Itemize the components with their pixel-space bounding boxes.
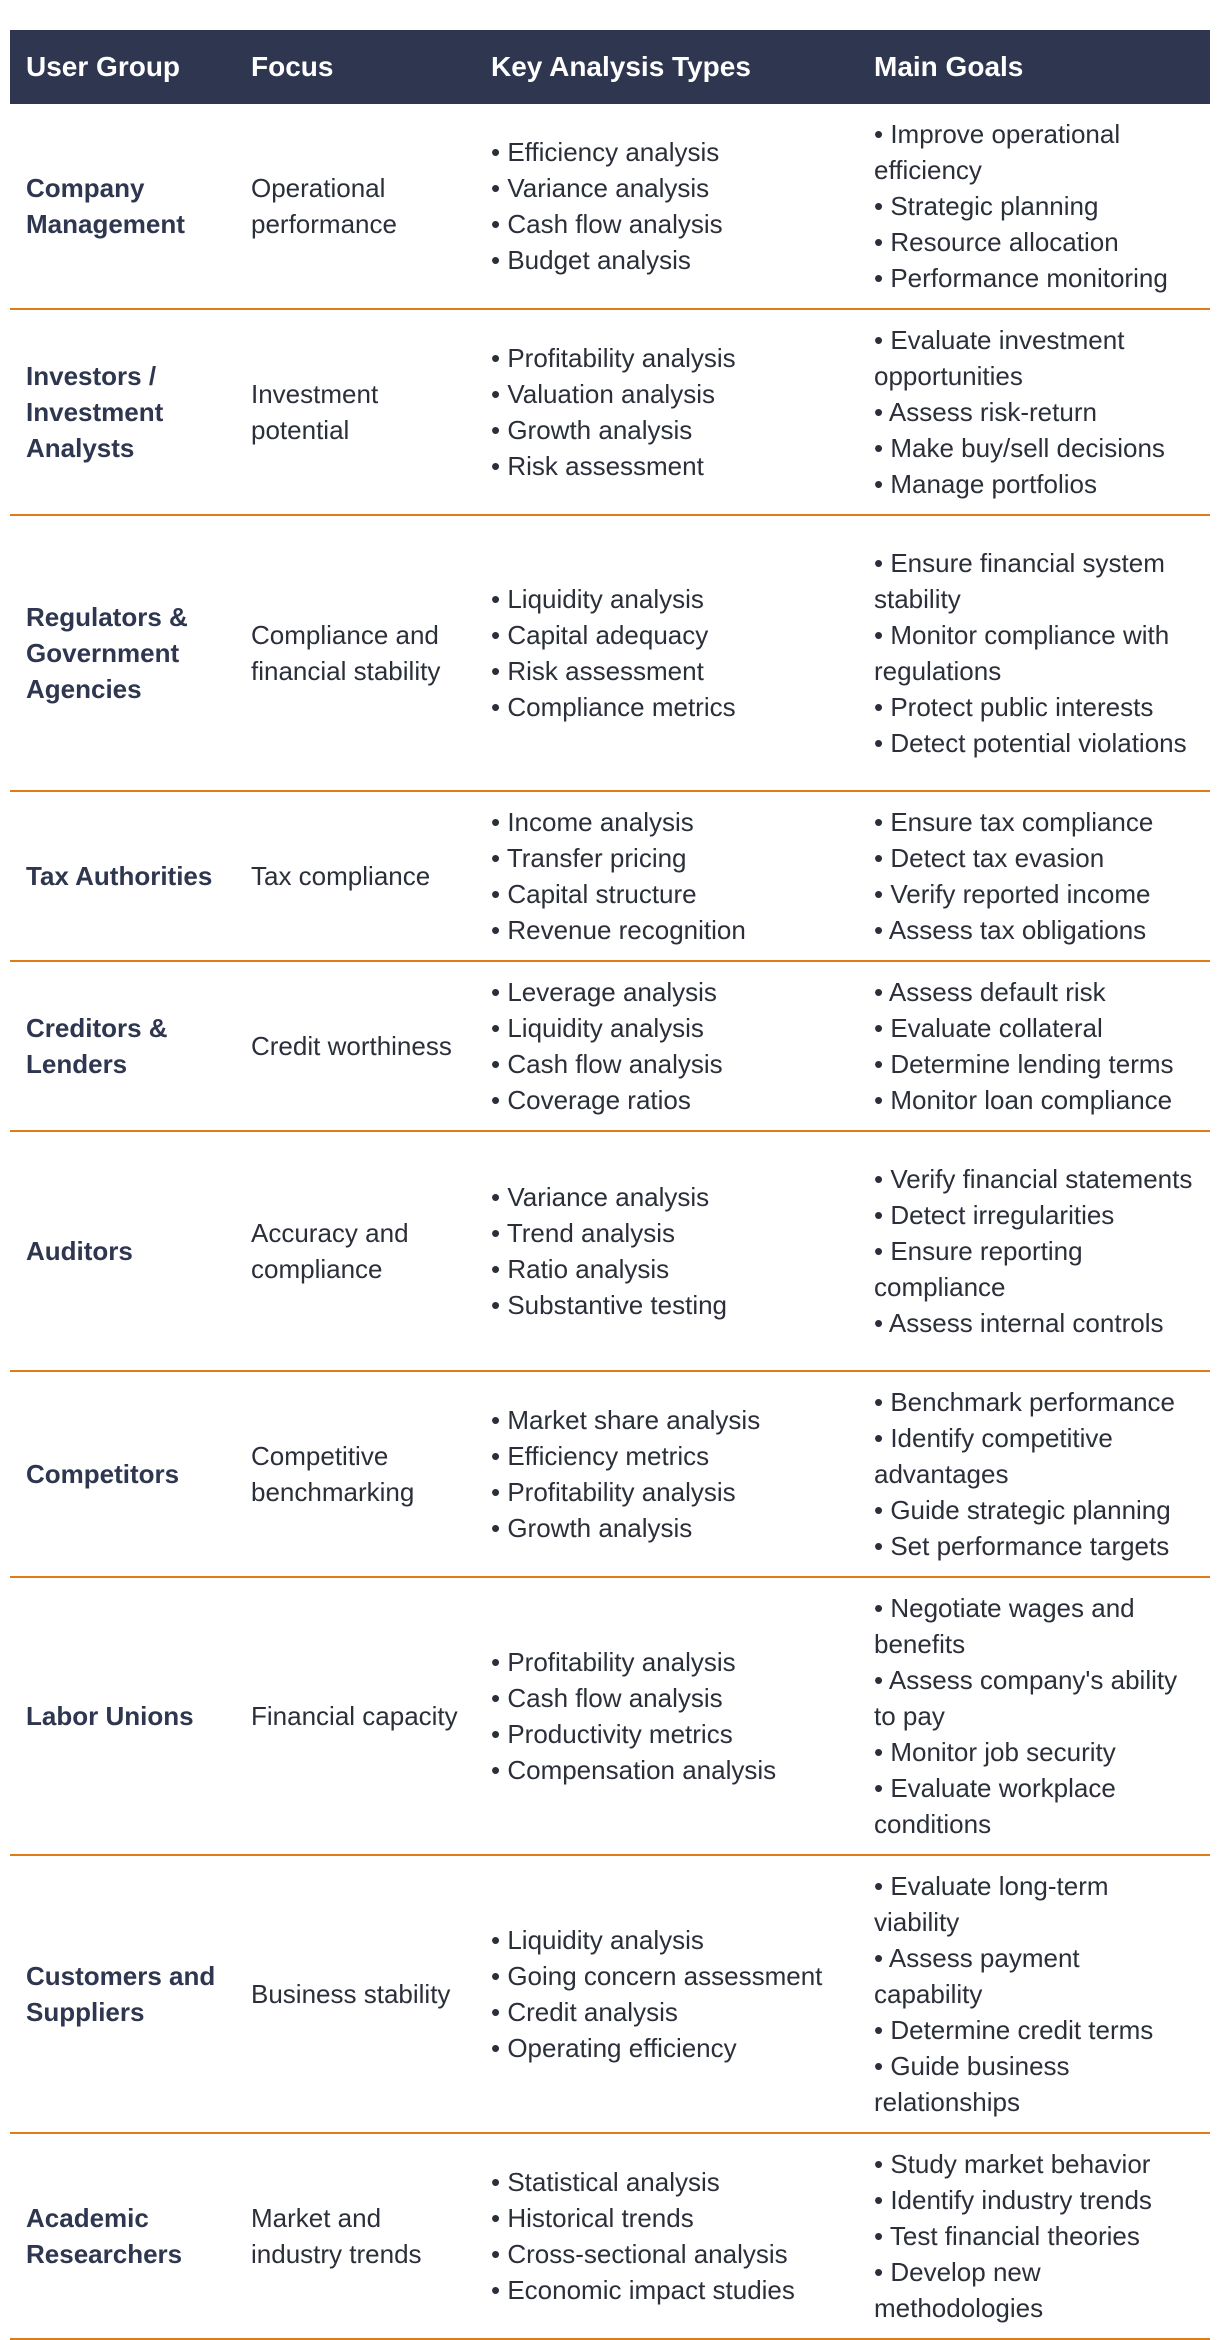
analysis-item: • Trend analysis: [491, 1215, 842, 1251]
goal-item: • Assess payment capability: [874, 1940, 1194, 2012]
focus-cell: Business stability: [235, 1855, 475, 2133]
goal-item: • Verify financial statements: [874, 1161, 1194, 1197]
analysis-list: [491, 1179, 842, 1323]
goal-item: • Make buy/sell decisions: [874, 430, 1194, 466]
analysis-item: • Historical trends: [491, 2200, 842, 2236]
analysis-item: • Variance analysis: [491, 170, 842, 206]
analysis-item: • Growth analysis: [491, 1510, 842, 1546]
table-row: [10, 1855, 1210, 2133]
focus-cell: Investment potential: [235, 309, 475, 515]
table-row: [10, 1131, 1210, 1371]
user-group-cell: Company Management: [10, 104, 235, 309]
goals-list: [874, 1590, 1194, 1842]
analysis-item: • Risk assessment: [491, 448, 842, 484]
header-main-goals: Main Goals: [858, 30, 1210, 104]
analysis-item: • Revenue recognition: [491, 912, 842, 948]
table-row: [10, 104, 1210, 309]
focus-cell: Credit worthiness: [235, 961, 475, 1131]
goals-cell: [858, 1371, 1210, 1577]
analysis-list: [491, 2164, 842, 2308]
goal-item: • Protect public interests: [874, 689, 1194, 725]
analysis-list: [491, 340, 842, 484]
header-row: [10, 30, 1210, 104]
goal-item: • Set performance targets: [874, 1528, 1194, 1564]
analysis-item: • Capital adequacy: [491, 617, 842, 653]
analysis-item: • Liquidity analysis: [491, 581, 842, 617]
goal-item: • Monitor job security: [874, 1734, 1194, 1770]
goals-cell: [858, 1855, 1210, 2133]
goal-item: • Assess risk-return: [874, 394, 1194, 430]
analysis-item: • Operating efficiency: [491, 2030, 842, 2066]
table-row: [10, 309, 1210, 515]
analysis-item: • Efficiency analysis: [491, 134, 842, 170]
goal-item: • Evaluate collateral: [874, 1010, 1194, 1046]
analysis-list: [491, 134, 842, 278]
analysis-list: [491, 974, 842, 1118]
goal-item: • Assess default risk: [874, 974, 1194, 1010]
analysis-item: • Risk assessment: [491, 653, 842, 689]
header-focus: Focus: [235, 30, 475, 104]
goal-item: • Study market behavior: [874, 2146, 1194, 2182]
user-group-cell: Competitors: [10, 1371, 235, 1577]
goal-item: • Ensure financial system stability: [874, 545, 1194, 617]
goal-item: • Evaluate long-term viability: [874, 1868, 1194, 1940]
header-key-analysis-types: Key Analysis Types: [475, 30, 858, 104]
focus-cell: Financial capacity: [235, 1577, 475, 1855]
goals-cell: [858, 1131, 1210, 1371]
analysis-item: • Coverage ratios: [491, 1082, 842, 1118]
analysis-item: • Valuation analysis: [491, 376, 842, 412]
goals-cell: [858, 2133, 1210, 2339]
goal-item: • Detect irregularities: [874, 1197, 1194, 1233]
goal-item: • Identify competitive advantages: [874, 1420, 1194, 1492]
goal-item: • Determine lending terms: [874, 1046, 1194, 1082]
analysis-list: [491, 1922, 842, 2066]
table-row: [10, 791, 1210, 961]
analysis-item: • Compensation analysis: [491, 1752, 842, 1788]
analysis-item: • Cash flow analysis: [491, 1680, 842, 1716]
header-user-group: User Group: [10, 30, 235, 104]
goal-item: • Evaluate workplace conditions: [874, 1770, 1194, 1842]
focus-cell: Competitive benchmarking: [235, 1371, 475, 1577]
goals-cell: [858, 515, 1210, 791]
analysis-item: • Leverage analysis: [491, 974, 842, 1010]
analysis-item: • Profitability analysis: [491, 1644, 842, 1680]
goals-cell: [858, 1577, 1210, 1855]
goal-item: • Detect tax evasion: [874, 840, 1194, 876]
analysis-cell: [475, 1855, 858, 2133]
goal-item: • Monitor compliance with regulations: [874, 617, 1194, 689]
user-group-cell: Academic Researchers: [10, 2133, 235, 2339]
focus-cell: Operational performance: [235, 104, 475, 309]
focus-cell: Compliance and financial stability: [235, 515, 475, 791]
analysis-cell: [475, 1131, 858, 1371]
goals-list: [874, 545, 1194, 761]
analysis-cell: [475, 104, 858, 309]
user-groups-table: [10, 30, 1210, 2340]
goal-item: • Assess company's ability to pay: [874, 1662, 1194, 1734]
goal-item: • Evaluate investment opportunities: [874, 322, 1194, 394]
analysis-item: • Budget analysis: [491, 242, 842, 278]
table-row: [10, 1371, 1210, 1577]
goals-list: [874, 322, 1194, 502]
goal-item: • Test financial theories: [874, 2218, 1194, 2254]
analysis-item: • Capital structure: [491, 876, 842, 912]
goals-list: [874, 804, 1194, 948]
analysis-item: • Economic impact studies: [491, 2272, 842, 2308]
goal-item: • Guide business relationships: [874, 2048, 1194, 2120]
goal-item: • Manage portfolios: [874, 466, 1194, 502]
goal-item: • Improve operational efficiency: [874, 116, 1194, 188]
analysis-item: • Substantive testing: [491, 1287, 842, 1323]
goal-item: • Performance monitoring: [874, 260, 1194, 296]
goals-list: [874, 1868, 1194, 2120]
analysis-item: • Income analysis: [491, 804, 842, 840]
goal-item: • Guide strategic planning: [874, 1492, 1194, 1528]
analysis-item: • Liquidity analysis: [491, 1922, 842, 1958]
focus-cell: Accuracy and compliance: [235, 1131, 475, 1371]
goal-item: • Strategic planning: [874, 188, 1194, 224]
analysis-item: • Profitability analysis: [491, 1474, 842, 1510]
user-group-cell: Creditors & Lenders: [10, 961, 235, 1131]
goals-list: [874, 974, 1194, 1118]
analysis-item: • Market share analysis: [491, 1402, 842, 1438]
analysis-list: [491, 804, 842, 948]
analysis-list: [491, 1644, 842, 1788]
focus-cell: Tax compliance: [235, 791, 475, 961]
goal-item: • Ensure reporting compliance: [874, 1233, 1194, 1305]
analysis-item: • Variance analysis: [491, 1179, 842, 1215]
analysis-item: • Liquidity analysis: [491, 1010, 842, 1046]
analysis-list: [491, 581, 842, 725]
table-row: [10, 515, 1210, 791]
goal-item: • Negotiate wages and benefits: [874, 1590, 1194, 1662]
analysis-item: • Cash flow analysis: [491, 206, 842, 242]
analysis-item: • Going concern assessment: [491, 1958, 842, 1994]
goal-item: • Assess tax obligations: [874, 912, 1194, 948]
user-group-cell: Tax Authorities: [10, 791, 235, 961]
goal-item: • Develop new methodologies: [874, 2254, 1194, 2326]
analysis-item: • Cash flow analysis: [491, 1046, 842, 1082]
goals-list: [874, 2146, 1194, 2326]
goal-item: • Assess internal controls: [874, 1305, 1194, 1341]
user-group-cell: Customers and Suppliers: [10, 1855, 235, 2133]
goals-cell: [858, 309, 1210, 515]
analysis-item: • Transfer pricing: [491, 840, 842, 876]
analysis-cell: [475, 515, 858, 791]
analysis-cell: [475, 1577, 858, 1855]
goals-list: [874, 116, 1194, 296]
goal-item: • Monitor loan compliance: [874, 1082, 1194, 1118]
goal-item: • Ensure tax compliance: [874, 804, 1194, 840]
goals-cell: [858, 104, 1210, 309]
table-row: [10, 961, 1210, 1131]
goal-item: • Benchmark performance: [874, 1384, 1194, 1420]
goal-item: • Identify industry trends: [874, 2182, 1194, 2218]
analysis-item: • Profitability analysis: [491, 340, 842, 376]
analysis-item: • Efficiency metrics: [491, 1438, 842, 1474]
table-body: [10, 104, 1210, 2339]
analysis-cell: [475, 1371, 858, 1577]
analysis-item: • Growth analysis: [491, 412, 842, 448]
analysis-list: [491, 1402, 842, 1546]
focus-cell: Market and industry trends: [235, 2133, 475, 2339]
analysis-cell: [475, 2133, 858, 2339]
table-header: [10, 30, 1210, 104]
user-group-cell: Auditors: [10, 1131, 235, 1371]
goal-item: • Determine credit terms: [874, 2012, 1194, 2048]
analysis-cell: [475, 961, 858, 1131]
table-row: [10, 1577, 1210, 1855]
user-group-cell: Investors / Investment Analysts: [10, 309, 235, 515]
analysis-item: • Statistical analysis: [491, 2164, 842, 2200]
analysis-item: • Compliance metrics: [491, 689, 842, 725]
goal-item: • Detect potential violations: [874, 725, 1194, 761]
analysis-cell: [475, 791, 858, 961]
goal-item: • Resource allocation: [874, 224, 1194, 260]
goals-list: [874, 1161, 1194, 1341]
analysis-item: • Credit analysis: [491, 1994, 842, 2030]
user-group-cell: Regulators & Government Agencies: [10, 515, 235, 791]
goals-list: [874, 1384, 1194, 1564]
analysis-item: • Productivity metrics: [491, 1716, 842, 1752]
goals-cell: [858, 791, 1210, 961]
goals-cell: [858, 961, 1210, 1131]
user-group-cell: Labor Unions: [10, 1577, 235, 1855]
goal-item: • Verify reported income: [874, 876, 1194, 912]
analysis-item: • Cross-sectional analysis: [491, 2236, 842, 2272]
table-row: [10, 2133, 1210, 2339]
analysis-item: • Ratio analysis: [491, 1251, 842, 1287]
analysis-cell: [475, 309, 858, 515]
